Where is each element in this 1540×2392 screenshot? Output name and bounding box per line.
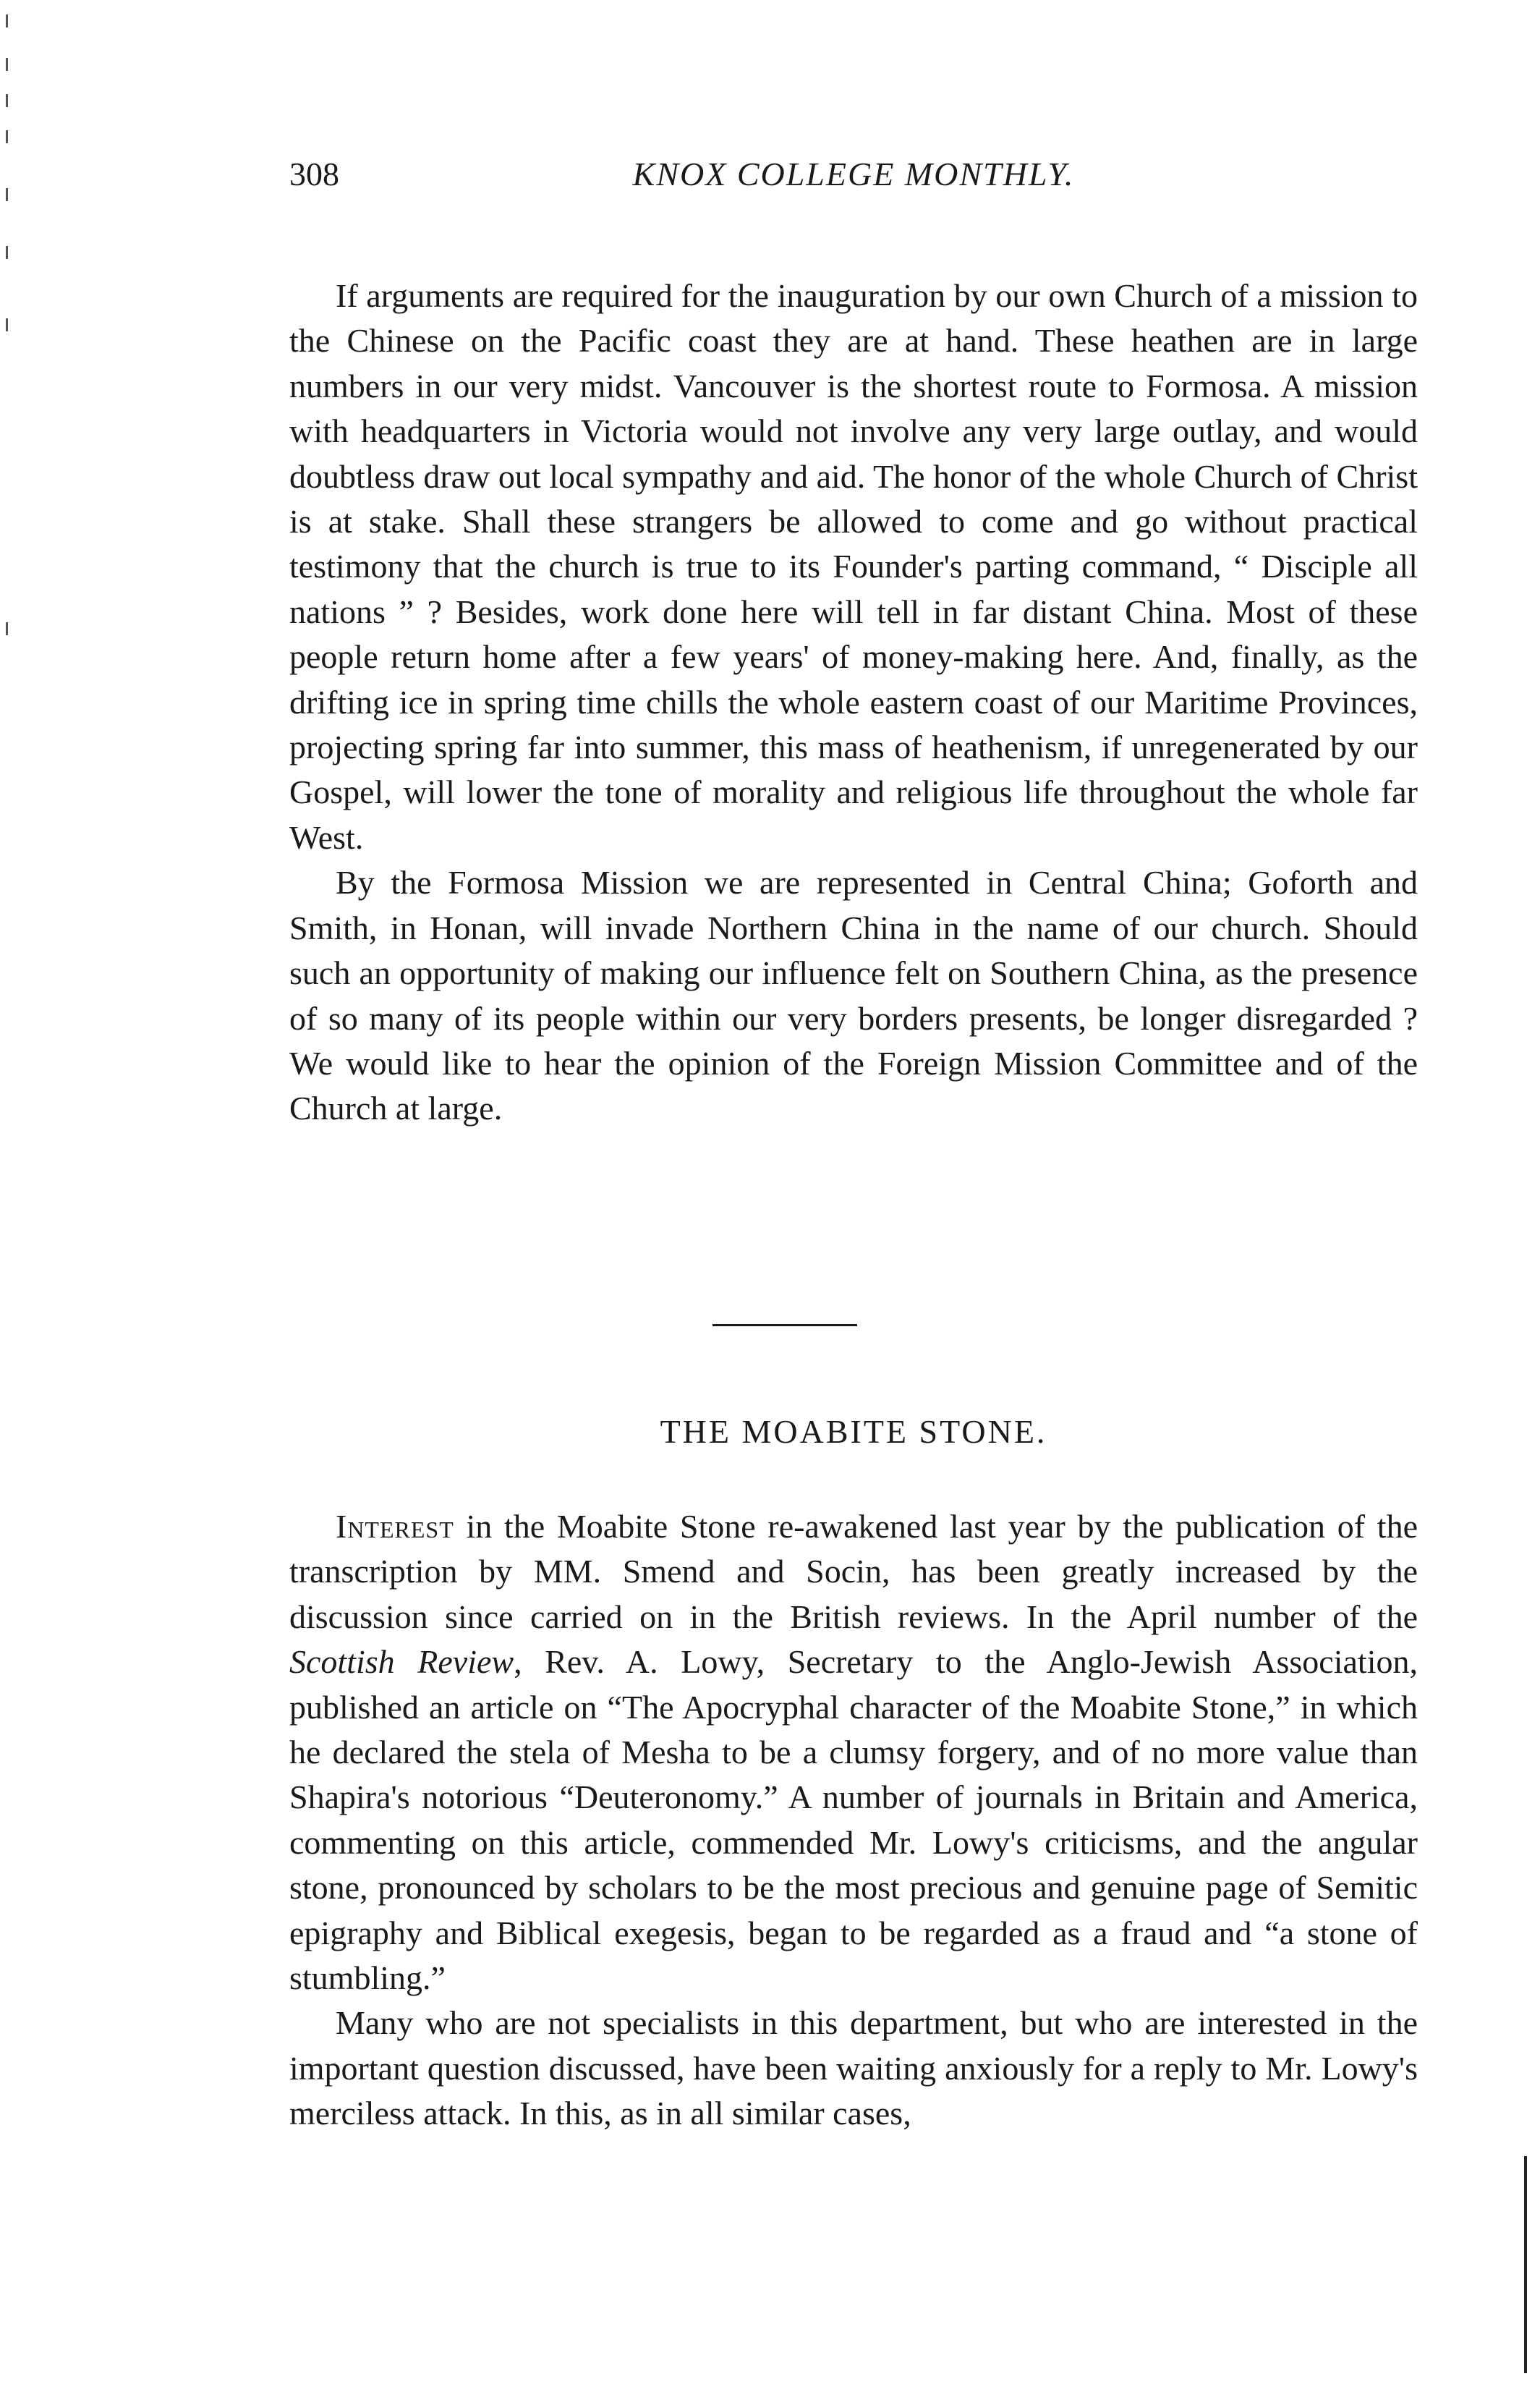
section-title: THE MOABITE STONE.	[660, 1413, 1047, 1450]
scan-edge-marks	[0, 0, 29, 2392]
scan-edge-mark	[6, 188, 8, 201]
paragraph	[289, 1504, 1418, 2001]
journal-name: Scottish Review	[289, 1643, 514, 1681]
scan-edge-mark	[6, 94, 8, 107]
scan-edge-mark	[6, 14, 8, 27]
scan-edge-mark	[6, 622, 8, 635]
scan-edge-line	[1524, 2156, 1527, 2373]
paragraph: If arguments are required for the inauguration by our own Church of a mission to the Chinese on the Pacific coast they are at hand. These heathen are in large numbers in our very midst. Vancouver is the shortest route to Formosa. A mission with headquarters in Victoria would not involve any very large outlay, and would doubtless draw out local sympathy and aid. The honor of the whole Church of Christ is at stake. Shall these strangers be allowed to come and go without practical testimony that the church is true to its Founder's parting command, “ Disciple all nations ” ? Besides, work done here will tell in far distant China. Most of these people return home after a few years' of money-making here. And, finally, as the drifting ice in spring time chills the whole eastern coast of our Maritime Provinces, projecting spring far into summer, this mass of heathenism, if unregenerated by our Gospel, will lower the tone of morality and religious life throughout the whole far West.	[289, 277, 1418, 856]
scan-edge-mark	[6, 130, 8, 143]
paragraph-text: , Rev. A. Lowy, Secretary to the Anglo-Jewish Association, published an article on “The Apocryphal character of the Moabite Stone,” in which he declared the stela of Mesha to be a clumsy forgery, and of no more value than Shapira's notorious “Deuteronomy.” A number of journals in Britain and America, commenting on this article, commended Mr. Lowy's criticisms, and the angular stone, pronounced by scholars to be the most precious and genuine page of Semitic epigraphy and Biblical exegesis, began to be regarded as a fraud and “a stone of stumbling.”	[289, 1643, 1418, 1997]
running-head	[289, 155, 1418, 205]
journal-title: KNOX COLLEGE MONTHLY.	[632, 156, 1075, 192]
paragraph: Many who are not specialists in this department, but who are interested in the important question discussed, have been waiting anxiously for a reply to Mr. Lowy's merciless attack. In this, as in all similar cases,	[289, 2004, 1418, 2132]
drop-lead-word: Interest	[336, 1508, 454, 1545]
scan-edge-mark	[6, 318, 8, 331]
paragraph-text: in the Moabite Stone re-awakened last year by the publication of the transcription by MM. Smend and Socin, has been greatly increased by the discussion since carried on in the British reviews. In the April number of the	[289, 1508, 1418, 1635]
page-number: 308	[289, 156, 339, 192]
paragraph: By the Formosa Mission we are represented in Central China; Goforth and Smith, in Honan, will invade Northern China in the name of our church. Should such an opportunity of making our influence felt on Southern China, as the presence of so many of its people within our very borders presents, be longer disregarded ? We would like to hear the opinion of the Foreign Mission Committee and of the Church at large.	[289, 864, 1418, 1127]
section-divider	[712, 1324, 857, 1326]
scan-edge-mark	[6, 246, 8, 259]
chinese-mission-section	[289, 273, 1418, 1132]
moabite-stone-section	[289, 1504, 1418, 2137]
scan-edge-mark	[6, 58, 8, 71]
